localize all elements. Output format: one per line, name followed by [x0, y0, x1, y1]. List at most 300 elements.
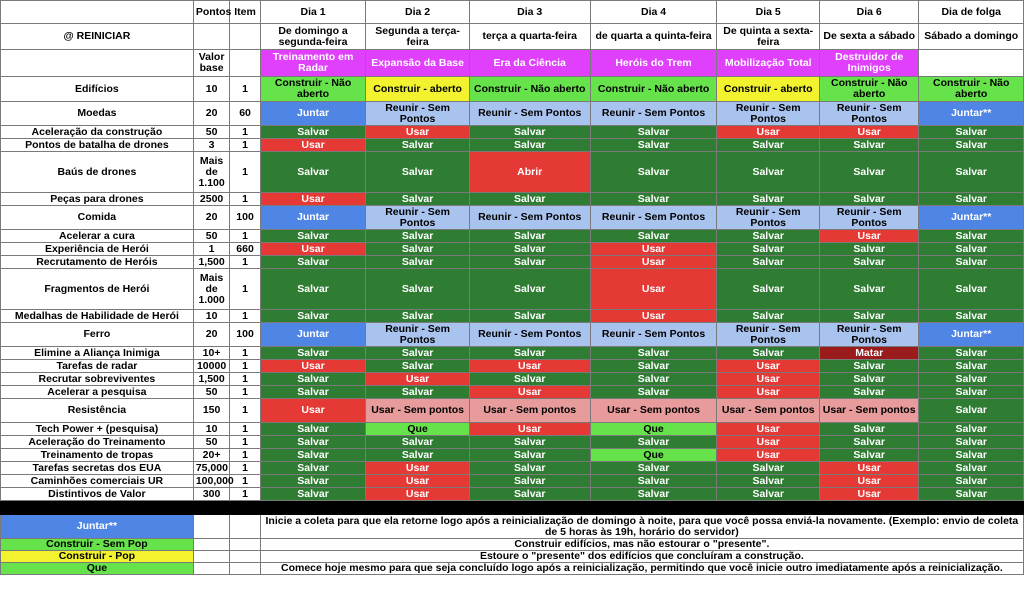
header-day-1: Dia 1: [260, 1, 366, 24]
legend-row: [1, 563, 1024, 575]
activity-item: 1: [230, 256, 260, 269]
action-cell: Usar: [366, 462, 470, 475]
action-cell: Juntar: [260, 206, 366, 230]
action-cell: Salvar: [819, 423, 918, 436]
action-cell: Reunir - Sem Pontos: [366, 102, 470, 126]
header-points: Pontos: [193, 1, 230, 24]
activity-points: 10: [193, 423, 230, 436]
legend-key: Construir - Pop: [1, 551, 194, 563]
activity-item: 1: [230, 310, 260, 323]
activity-row: [1, 269, 1024, 310]
schedule-body: [1, 1, 1024, 575]
action-cell: Salvar: [366, 347, 470, 360]
action-cell: Juntar**: [919, 323, 1024, 347]
action-cell: Salvar: [590, 193, 717, 206]
activity-row: [1, 139, 1024, 152]
action-cell: Salvar: [469, 139, 590, 152]
action-cell: Salvar: [590, 462, 717, 475]
activity-points: 1,500: [193, 373, 230, 386]
reset-range-2: Segunda a terça-feira: [366, 24, 470, 50]
activity-points: Mais de 1.100: [193, 152, 230, 193]
action-cell: Usar: [590, 269, 717, 310]
legend-key: Construir - Sem Pop: [1, 539, 194, 551]
base-value-label: Valor base: [193, 50, 230, 77]
action-cell: Salvar: [819, 436, 918, 449]
reset-row: [1, 24, 1024, 50]
action-cell: Juntar**: [919, 206, 1024, 230]
activity-label: Baús de drones: [1, 152, 194, 193]
action-cell: Usar: [717, 360, 820, 373]
activity-label: Tarefas de radar: [1, 360, 194, 373]
action-cell: Salvar: [819, 139, 918, 152]
legend-row: [1, 539, 1024, 551]
action-cell: Usar - Sem pontos: [366, 399, 470, 423]
action-cell: Salvar: [260, 373, 366, 386]
action-cell: Salvar: [819, 360, 918, 373]
action-cell: Salvar: [590, 488, 717, 501]
activity-row: [1, 449, 1024, 462]
activity-item: 100: [230, 323, 260, 347]
action-cell: Salvar: [469, 230, 590, 243]
action-cell: Salvar: [260, 347, 366, 360]
action-cell: Matar: [819, 347, 918, 360]
action-cell: Salvar: [919, 423, 1024, 436]
action-cell: Salvar: [919, 436, 1024, 449]
activity-item: 60: [230, 102, 260, 126]
action-cell: Construir - aberto: [366, 77, 470, 102]
action-cell: Salvar: [260, 126, 366, 139]
activity-row: [1, 373, 1024, 386]
activity-item: 660: [230, 243, 260, 256]
theme-row: [1, 50, 1024, 77]
header-day-2: Dia 2: [366, 1, 470, 24]
header-day-4: Dia 4: [590, 1, 717, 24]
activity-label: Aceleração da construção: [1, 126, 194, 139]
activity-points: 50: [193, 436, 230, 449]
reset-range-7: Sábado a domingo: [919, 24, 1024, 50]
activity-row: [1, 126, 1024, 139]
activity-row: [1, 310, 1024, 323]
action-cell: Salvar: [260, 436, 366, 449]
action-cell: Reunir - Sem Pontos: [469, 102, 590, 126]
activity-points: Mais de 1.000: [193, 269, 230, 310]
action-cell: Que: [366, 423, 470, 436]
legend-item-blank: [230, 563, 260, 575]
action-cell: Salvar: [469, 243, 590, 256]
action-cell: Salvar: [260, 449, 366, 462]
action-cell: Usar: [366, 488, 470, 501]
action-cell: Salvar: [469, 436, 590, 449]
activity-label: Recrutar sobreviventes: [1, 373, 194, 386]
action-cell: Salvar: [819, 193, 918, 206]
activity-points: 20: [193, 323, 230, 347]
action-cell: Usar: [819, 126, 918, 139]
action-cell: Salvar: [919, 193, 1024, 206]
activity-row: [1, 436, 1024, 449]
activity-row: [1, 102, 1024, 126]
action-cell: Salvar: [469, 462, 590, 475]
reset-range-4: de quarta a quinta-feira: [590, 24, 717, 50]
activity-label: Resistência: [1, 399, 194, 423]
action-cell: Salvar: [366, 269, 470, 310]
theme-day-3: Era da Ciência: [469, 50, 590, 77]
action-cell: Salvar: [717, 152, 820, 193]
action-cell: Reunir - Sem Pontos: [366, 323, 470, 347]
legend-key: Juntar**: [1, 515, 194, 539]
theme-day-2: Expansão da Base: [366, 50, 470, 77]
activity-label: Ferro: [1, 323, 194, 347]
action-cell: Usar: [260, 399, 366, 423]
action-cell: Usar: [717, 449, 820, 462]
activity-item: 1: [230, 77, 260, 102]
action-cell: Reunir - Sem Pontos: [469, 323, 590, 347]
action-cell: Reunir - Sem Pontos: [717, 102, 820, 126]
action-cell: Salvar: [590, 230, 717, 243]
header-day-7: Dia de folga: [919, 1, 1024, 24]
header-blank: [1, 1, 194, 24]
action-cell: Construir - Não aberto: [469, 77, 590, 102]
action-cell: Salvar: [717, 269, 820, 310]
action-cell: Salvar: [819, 269, 918, 310]
activity-points: 10000: [193, 360, 230, 373]
activity-item: 1: [230, 152, 260, 193]
activity-row: [1, 347, 1024, 360]
header-day-3: Dia 3: [469, 1, 590, 24]
action-cell: Usar: [819, 230, 918, 243]
action-cell: Salvar: [717, 256, 820, 269]
action-cell: Salvar: [260, 475, 366, 488]
action-cell: Salvar: [919, 269, 1024, 310]
action-cell: Salvar: [819, 310, 918, 323]
activity-label: Tarefas secretas dos EUA: [1, 462, 194, 475]
reset-points-blank: [193, 24, 230, 50]
action-cell: Usar: [819, 475, 918, 488]
activity-item: 1: [230, 436, 260, 449]
action-cell: Salvar: [260, 488, 366, 501]
action-cell: Reunir - Sem Pontos: [717, 206, 820, 230]
legend-row: [1, 551, 1024, 563]
activity-row: [1, 193, 1024, 206]
action-cell: Salvar: [717, 475, 820, 488]
activity-points: 1: [193, 243, 230, 256]
action-cell: Usar - Sem pontos: [717, 399, 820, 423]
action-cell: Salvar: [717, 243, 820, 256]
activity-item: 1: [230, 230, 260, 243]
activity-item: 1: [230, 360, 260, 373]
action-cell: Reunir - Sem Pontos: [819, 102, 918, 126]
action-cell: Usar: [717, 126, 820, 139]
action-cell: Salvar: [919, 139, 1024, 152]
activity-row: [1, 399, 1024, 423]
action-cell: Salvar: [366, 360, 470, 373]
activity-row: [1, 77, 1024, 102]
activity-item: 1: [230, 488, 260, 501]
action-cell: Usar: [590, 256, 717, 269]
action-cell: Salvar: [260, 462, 366, 475]
action-cell: Salvar: [919, 488, 1024, 501]
legend-points-blank: [193, 515, 230, 539]
action-cell: Salvar: [590, 347, 717, 360]
action-cell: Salvar: [366, 243, 470, 256]
reset-range-5: De quinta a sexta-feira: [717, 24, 820, 50]
activity-row: [1, 360, 1024, 373]
action-cell: Salvar: [366, 449, 470, 462]
activity-label: Peças para drones: [1, 193, 194, 206]
action-cell: Salvar: [919, 347, 1024, 360]
action-cell: Salvar: [590, 475, 717, 488]
action-cell: Salvar: [717, 347, 820, 360]
action-cell: Salvar: [260, 269, 366, 310]
activity-label: Edifícios: [1, 77, 194, 102]
action-cell: Salvar: [366, 139, 470, 152]
action-cell: Salvar: [590, 436, 717, 449]
activity-points: 50: [193, 230, 230, 243]
legend-item-blank: [230, 551, 260, 563]
action-cell: Reunir - Sem Pontos: [819, 206, 918, 230]
action-cell: Salvar: [260, 386, 366, 399]
activity-label: Aceleração do Treinamento: [1, 436, 194, 449]
activity-label: Fragmentos de Herói: [1, 269, 194, 310]
action-cell: Salvar: [469, 310, 590, 323]
action-cell: Usar: [260, 360, 366, 373]
action-cell: Juntar: [260, 102, 366, 126]
activity-item: 1: [230, 386, 260, 399]
action-cell: Salvar: [919, 310, 1024, 323]
activity-row: [1, 152, 1024, 193]
action-cell: Salvar: [366, 386, 470, 399]
action-cell: Salvar: [919, 462, 1024, 475]
action-cell: Usar: [819, 462, 918, 475]
action-cell: Salvar: [717, 193, 820, 206]
activity-points: 75,000: [193, 462, 230, 475]
reset-range-1: De domingo a segunda-feira: [260, 24, 366, 50]
action-cell: Salvar: [469, 488, 590, 501]
action-cell: Salvar: [590, 152, 717, 193]
theme-day-4: Heróis do Trem: [590, 50, 717, 77]
action-cell: Reunir - Sem Pontos: [469, 206, 590, 230]
legend-key: Que: [1, 563, 194, 575]
action-cell: Salvar: [366, 230, 470, 243]
activity-item: 1: [230, 449, 260, 462]
action-cell: Usar: [590, 243, 717, 256]
activity-row: [1, 475, 1024, 488]
action-cell: Usar: [260, 243, 366, 256]
action-cell: Construir - Não aberto: [260, 77, 366, 102]
action-cell: Salvar: [469, 193, 590, 206]
activity-row: [1, 386, 1024, 399]
action-cell: Salvar: [919, 399, 1024, 423]
action-cell: Usar: [366, 373, 470, 386]
activity-points: 3: [193, 139, 230, 152]
action-cell: Reunir - Sem Pontos: [366, 206, 470, 230]
activity-points: 50: [193, 386, 230, 399]
action-cell: Salvar: [366, 152, 470, 193]
activity-points: 1,500: [193, 256, 230, 269]
activity-item: 1: [230, 139, 260, 152]
action-cell: Salvar: [717, 310, 820, 323]
action-cell: Reunir - Sem Pontos: [590, 323, 717, 347]
activity-label: Treinamento de tropas: [1, 449, 194, 462]
action-cell: Salvar: [469, 269, 590, 310]
reset-item-blank: [230, 24, 260, 50]
activity-row: [1, 230, 1024, 243]
activity-points: 300: [193, 488, 230, 501]
action-cell: Que: [590, 449, 717, 462]
action-cell: Salvar: [260, 230, 366, 243]
action-cell: Salvar: [717, 230, 820, 243]
action-cell: Usar: [469, 386, 590, 399]
activity-item: 1: [230, 193, 260, 206]
action-cell: Usar: [717, 386, 820, 399]
action-cell: Reunir - Sem Pontos: [717, 323, 820, 347]
action-cell: Salvar: [717, 462, 820, 475]
action-cell: Abrir: [469, 152, 590, 193]
legend-description: Estoure o "presente" dos edifícios que concluíram a construção.: [260, 551, 1023, 563]
activity-points: 150: [193, 399, 230, 423]
action-cell: Salvar: [366, 193, 470, 206]
theme-day-5: Mobilização Total: [717, 50, 820, 77]
action-cell: Salvar: [919, 126, 1024, 139]
action-cell: Usar: [819, 488, 918, 501]
action-cell: Salvar: [819, 243, 918, 256]
action-cell: Salvar: [590, 373, 717, 386]
action-cell: Salvar: [590, 360, 717, 373]
action-cell: Usar: [366, 475, 470, 488]
action-cell: Salvar: [366, 310, 470, 323]
activity-item: 1: [230, 475, 260, 488]
activity-label: Medalhas de Habilidade de Herói: [1, 310, 194, 323]
action-cell: Salvar: [919, 152, 1024, 193]
activity-item: 1: [230, 373, 260, 386]
legend-points-blank: [193, 563, 230, 575]
action-cell: Construir - Não aberto: [590, 77, 717, 102]
action-cell: Construir - Não aberto: [919, 77, 1024, 102]
action-cell: Que: [590, 423, 717, 436]
action-cell: Salvar: [819, 152, 918, 193]
theme-label: [1, 50, 194, 77]
header-day-6: Dia 6: [819, 1, 918, 24]
action-cell: Usar - Sem pontos: [469, 399, 590, 423]
activity-label: Moedas: [1, 102, 194, 126]
activity-label: Pontos de batalha de drones: [1, 139, 194, 152]
activity-label: Distintivos de Valor: [1, 488, 194, 501]
activity-label: Experiência de Herói: [1, 243, 194, 256]
activity-row: [1, 206, 1024, 230]
header-item: Item: [230, 1, 260, 24]
activity-row: [1, 243, 1024, 256]
action-cell: Salvar: [469, 373, 590, 386]
activity-label: Elimine a Aliança Inimiga: [1, 347, 194, 360]
legend-item-blank: [230, 515, 260, 539]
legend-row: [1, 515, 1024, 539]
action-cell: Juntar: [260, 323, 366, 347]
action-cell: Juntar**: [919, 102, 1024, 126]
activity-item: 1: [230, 423, 260, 436]
theme-day-7: [919, 50, 1024, 77]
action-cell: Salvar: [717, 139, 820, 152]
activity-row: [1, 323, 1024, 347]
legend-description: Comece hoje mesmo para que seja concluído logo após a reinicialização, permitindo que você inicie outro imediatamente após a reinicialização.: [260, 563, 1023, 575]
action-cell: Salvar: [590, 139, 717, 152]
activity-label: Acelerar a pesquisa: [1, 386, 194, 399]
action-cell: Salvar: [469, 449, 590, 462]
action-cell: Usar: [260, 139, 366, 152]
action-cell: Usar: [469, 360, 590, 373]
action-cell: Salvar: [819, 386, 918, 399]
activity-points: 2500: [193, 193, 230, 206]
activity-points: 10: [193, 310, 230, 323]
activity-points: 20: [193, 102, 230, 126]
activity-label: Comida: [1, 206, 194, 230]
activity-item: 1: [230, 126, 260, 139]
activity-label: Acelerar a cura: [1, 230, 194, 243]
action-cell: Salvar: [469, 256, 590, 269]
action-cell: Salvar: [919, 449, 1024, 462]
header-row: [1, 1, 1024, 24]
action-cell: Salvar: [260, 423, 366, 436]
action-cell: Usar: [260, 193, 366, 206]
theme-day-6: Destruidor de Inimigos: [819, 50, 918, 77]
reset-range-3: terça a quarta-feira: [469, 24, 590, 50]
activity-row: [1, 256, 1024, 269]
action-cell: Salvar: [919, 386, 1024, 399]
action-cell: Usar: [717, 373, 820, 386]
action-cell: Salvar: [469, 475, 590, 488]
activity-label: Recrutamento de Heróis: [1, 256, 194, 269]
activity-row: [1, 488, 1024, 501]
action-cell: Construir - aberto: [717, 77, 820, 102]
action-cell: Usar - Sem pontos: [819, 399, 918, 423]
activity-row: [1, 423, 1024, 436]
activity-row: [1, 462, 1024, 475]
action-cell: Usar: [717, 436, 820, 449]
action-cell: Salvar: [819, 373, 918, 386]
action-cell: Usar: [590, 310, 717, 323]
theme-item-blank: [230, 50, 260, 77]
action-cell: Salvar: [919, 360, 1024, 373]
legend-item-blank: [230, 539, 260, 551]
action-cell: Salvar: [919, 475, 1024, 488]
action-cell: Reunir - Sem Pontos: [590, 102, 717, 126]
action-cell: Salvar: [366, 256, 470, 269]
action-cell: Salvar: [590, 386, 717, 399]
action-cell: Salvar: [469, 347, 590, 360]
action-cell: Salvar: [919, 243, 1024, 256]
action-cell: Salvar: [717, 488, 820, 501]
action-cell: Usar: [717, 423, 820, 436]
action-cell: Salvar: [260, 152, 366, 193]
action-cell: Salvar: [260, 310, 366, 323]
action-cell: Salvar: [260, 256, 366, 269]
action-cell: Salvar: [819, 449, 918, 462]
activity-item: 100: [230, 206, 260, 230]
separator-row: [1, 501, 1024, 515]
activity-item: 1: [230, 399, 260, 423]
activity-points: 100,000: [193, 475, 230, 488]
activity-points: 10: [193, 77, 230, 102]
action-cell: Salvar: [819, 256, 918, 269]
action-cell: Usar: [366, 126, 470, 139]
action-cell: Usar: [469, 423, 590, 436]
action-cell: Salvar: [919, 373, 1024, 386]
activity-points: 10+: [193, 347, 230, 360]
activity-item: 1: [230, 269, 260, 310]
action-cell: Reunir - Sem Pontos: [819, 323, 918, 347]
action-cell: Construir - Não aberto: [819, 77, 918, 102]
action-cell: Salvar: [469, 126, 590, 139]
activity-item: 1: [230, 347, 260, 360]
action-cell: Salvar: [919, 256, 1024, 269]
